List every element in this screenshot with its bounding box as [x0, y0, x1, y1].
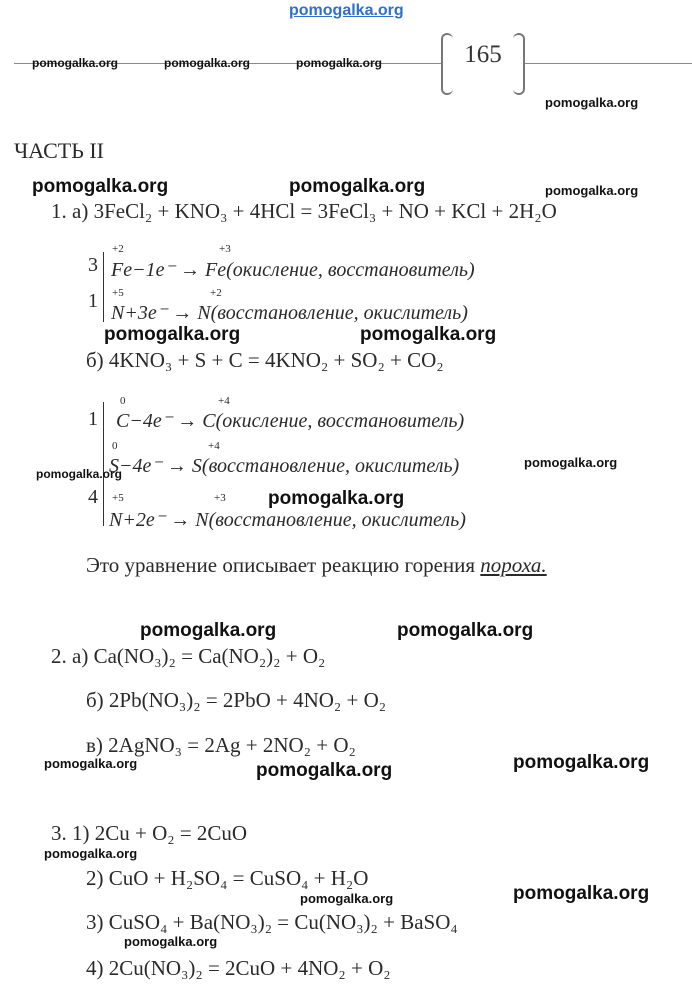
- watermark: pomogalka.org: [397, 620, 534, 641]
- balance-bar: [103, 252, 104, 322]
- note-text: Это уравнение описывает реакцию горения: [86, 553, 481, 577]
- watermark: pomogalka.org: [513, 883, 650, 904]
- coefficient: 1: [88, 408, 98, 430]
- oxidation-state: +3: [214, 492, 226, 504]
- oxidation-state: +3: [219, 243, 231, 255]
- oxidation-state: +5: [112, 287, 124, 299]
- watermark: pomogalka.org: [545, 95, 639, 110]
- reaction-note: [86, 553, 547, 578]
- oxidation-state: +2: [210, 287, 222, 299]
- watermark: pomogalka.org: [545, 183, 639, 198]
- watermark: pomogalka.org: [36, 467, 123, 481]
- half-reaction: C−4e⁻ → C(окисление, восстановитель): [116, 410, 465, 432]
- equation-2c: в) 2AgNO₃ = 2Ag + 2NO₂ + O₂: [86, 733, 356, 757]
- equation-3-3: 3) CuSO₄ + Ba(NO₃)₂ = Cu(NO₃)₂ + BaSO₄: [86, 910, 458, 934]
- equation-2b: б) 2Pb(NO₃)₂ = 2PbO + 4NO₂ + O₂: [86, 688, 387, 712]
- watermark: pomogalka.org: [32, 56, 119, 70]
- oxidation-state: +2: [112, 243, 124, 255]
- watermark: pomogalka.org: [360, 324, 497, 345]
- oxidation-state: +5: [112, 492, 124, 504]
- coefficient: 1: [88, 290, 98, 312]
- watermark: pomogalka.org: [44, 756, 138, 771]
- note-highlight: пороха.: [480, 553, 547, 577]
- watermark: pomogalka.org: [104, 324, 241, 345]
- balance-bar: [103, 402, 104, 526]
- half-reaction: N+3e⁻ → N(восстановление, окислитель): [111, 302, 468, 324]
- equation-1b: б) 4KNO₃ + S + C = 4KNO₂ + SO₂ + CO₂: [86, 348, 444, 372]
- watermark: pomogalka.org: [268, 488, 405, 509]
- watermark-top-link[interactable]: pomogalka.org: [289, 2, 404, 19]
- coefficient: 3: [88, 254, 98, 276]
- watermark: pomogalka.org: [124, 934, 218, 949]
- equation-3-2: 2) CuO + H₂SO₄ = CuSO₄ + H₂O: [86, 866, 369, 890]
- watermark: pomogalka.org: [44, 846, 138, 861]
- watermark: pomogalka.org: [524, 455, 618, 470]
- page-number-box: [441, 33, 525, 91]
- half-reaction: N+2e⁻ → N(восстановление, окислитель): [109, 509, 466, 531]
- coefficient: 4: [88, 486, 98, 508]
- equation-1a: 1. а) 3FeCl₂ + KNO₃ + 4HCl = 3FeCl₃ + NO + KCl + 2H₂O: [51, 199, 557, 223]
- half-reaction: Fe−1e⁻ → Fe(окисление, восстановитель): [111, 259, 475, 281]
- oxidation-state: 0: [112, 440, 118, 452]
- header-rule-right: [525, 63, 692, 64]
- watermark: pomogalka.org: [300, 891, 394, 906]
- equation-3-4: 4) 2Cu(NO₃)₂ = 2CuO + 4NO₂ + O₂: [86, 956, 391, 980]
- equation-3-1: 3. 1) 2Cu + O₂ = 2CuO: [51, 821, 248, 845]
- section-title: ЧАСТЬ II: [14, 138, 104, 163]
- half-reaction: S−4e⁻ → S(восстановление, окислитель): [109, 455, 460, 477]
- oxidation-state: +4: [208, 440, 220, 452]
- watermark: pomogalka.org: [513, 752, 650, 773]
- watermark: pomogalka.org: [164, 56, 251, 70]
- watermark: pomogalka.org: [289, 176, 426, 197]
- oxidation-state: 0: [120, 395, 126, 407]
- watermark: pomogalka.org: [296, 56, 383, 70]
- watermark: pomogalka.org: [140, 620, 277, 641]
- watermark: pomogalka.org: [256, 760, 393, 781]
- watermark: pomogalka.org: [32, 176, 169, 197]
- page-number: 165: [464, 41, 502, 68]
- equation-2a: 2. а) Ca(NO₃)₂ = Ca(NO₂)₂ + O₂: [51, 644, 326, 668]
- oxidation-state: +4: [218, 395, 230, 407]
